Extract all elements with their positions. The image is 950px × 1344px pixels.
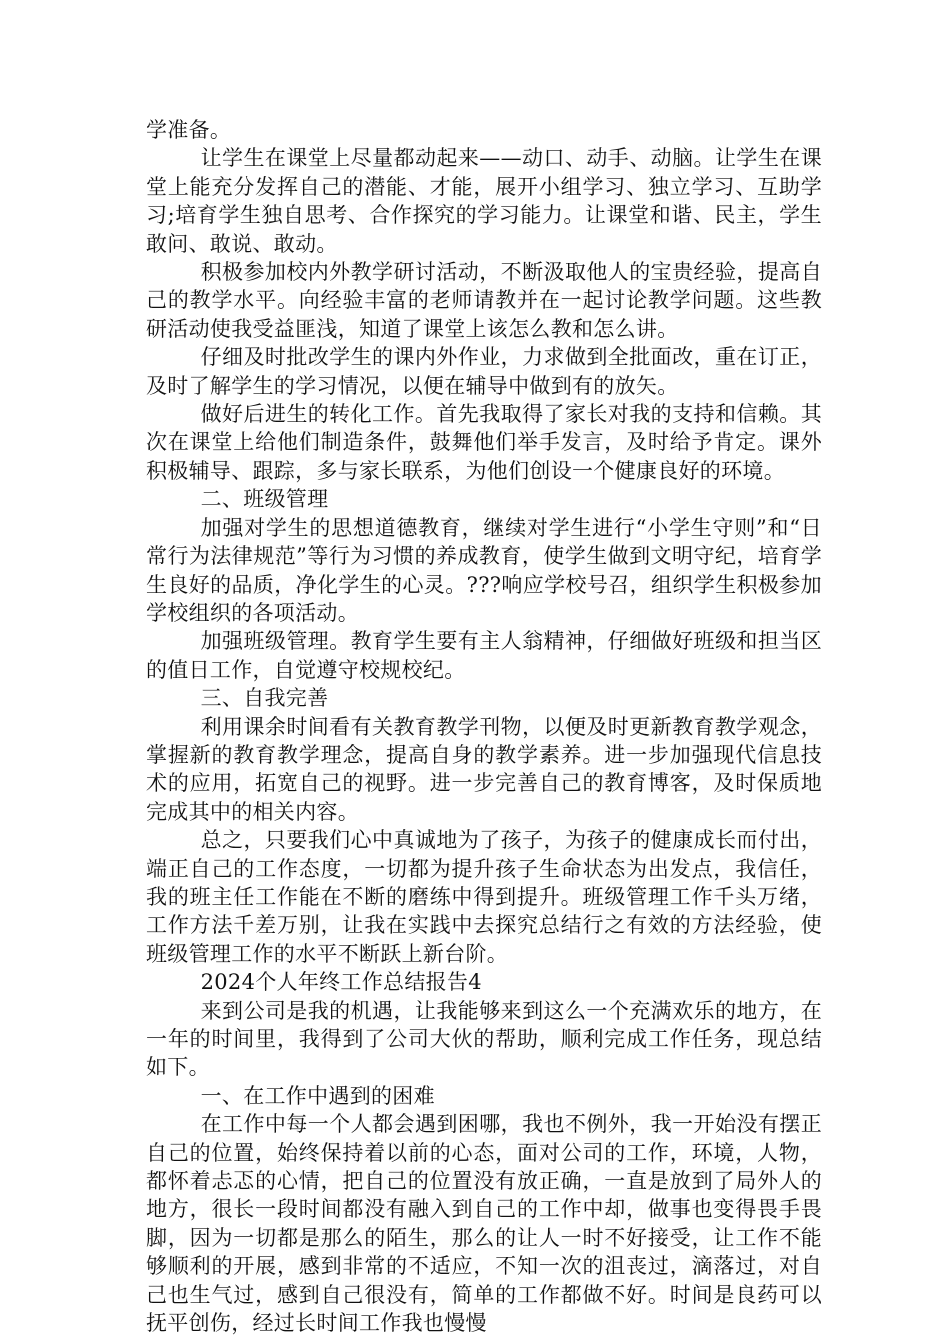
paragraph-11: 在工作中每一个人都会遇到困哪，我也不例外，我一开始没有摆正自己的位置，始终保持着以前的心态，面对公司的工作，环境，人物，都怀着忐忑的心情，把自己的位置没有放正确，一直是放到了局外人的地方，很长一段时间都没有融入到自己的工作中却，做事也变得畏手畏脚，因为一切都是那么的陌生，那么的让人一时不好接受，让工作不能够顺利的开展，感到非常的不适应，不知一次的沮丧过，滴落过，对自己也生气过，感到自己很没有，简单的工作都做不好。时间是良药可以抚平创伤，经过长时间工作我也慢慢 — [146, 1112, 822, 1336]
section-heading-difficulties: 一、在工作中遇到的困难 — [200, 1083, 435, 1108]
paragraph-8: 利用课余时间看有关教育教学刊物，以便及时更新教育教学观念，掌握新的教育教学理念，提高自身的教学素养。进一步加强现代信息技术的应用，拓宽自己的视野。进一步完善自己的教育博客，及时保质地完成其中的相关内容。 — [146, 714, 822, 824]
section-heading-self-improvement: 三、自我完善 — [200, 686, 329, 711]
paragraph-2: 让学生在课堂上尽量都动起来——动口、动手、动脑。让学生在课堂上能充分发挥自己的潜能、才能，展开小组学习、独立学习、互助学习;培育学生独自思考、合作探究的学习能力。让课堂和谐、民主，学生敢问、敢说、敢动。 — [146, 146, 822, 256]
section-heading-class-management: 二、班级管理 — [200, 487, 329, 512]
paragraph-1: 学准备。 — [146, 118, 232, 142]
paragraph-10: 来到公司是我的机遇，让我能够来到这么一个充满欢乐的地方，在一年的时间里，我得到了公司大伙的帮助，顺利完成工作任务，现总结如下。 — [146, 998, 822, 1080]
report-title: 2024个人年终工作总结报告4 — [200, 970, 482, 995]
paragraph-4: 仔细及时批改学生的课内外作业，力求做到全批面改，重在订正，及时了解学生的学习情况，以便在辅导中做到有的放矢。 — [146, 345, 822, 398]
paragraph-6: 加强对学生的思想道德教育，继续对学生进行“小学生守则”和“日常行为法律规范”等行为习惯的养成教育，使学生做到文明守纪，培育学生良好的品质，净化学生的心灵。???响应学校号召，组织学生积极参加学校组织的各项活动。 — [146, 515, 822, 625]
paragraph-3: 积极参加校内外教学研讨活动，不断汲取他人的宝贵经验，提高自己的教学水平。向经验丰富的老师请教并在一起讨论教学问题。这些教研活动使我受益匪浅，知道了课堂上该怎么教和怎么讲。 — [146, 260, 822, 341]
paragraph-7: 加强班级管理。教育学生要有主人翁精神，仔细做好班级和担当区的值日工作，自觉遵守校规校纪。 — [146, 629, 822, 682]
paragraph-5: 做好后进生的转化工作。首先我取得了家长对我的支持和信赖。其次在课堂上给他们制造条件，鼓舞他们举手发言，及时给予肯定。课外积极辅导、跟踪，多与家长联系，为他们创设一个健康良好的环境。 — [146, 402, 822, 483]
document-page — [146, 116, 822, 1337]
paragraph-9: 总之，只要我们心中真诚地为了孩子，为孩子的健康成长而付出，端正自己的工作态度，一切都为提升孩子生命状态为出发点，我信任，我的班主任工作能在不断的磨练中得到提升。班级管理工作千头万绪，工作方法千差万别，让我在实践中去探究总结行之有效的方法经验，使班级管理工作的水平不断跃上新台阶。 — [146, 828, 822, 966]
